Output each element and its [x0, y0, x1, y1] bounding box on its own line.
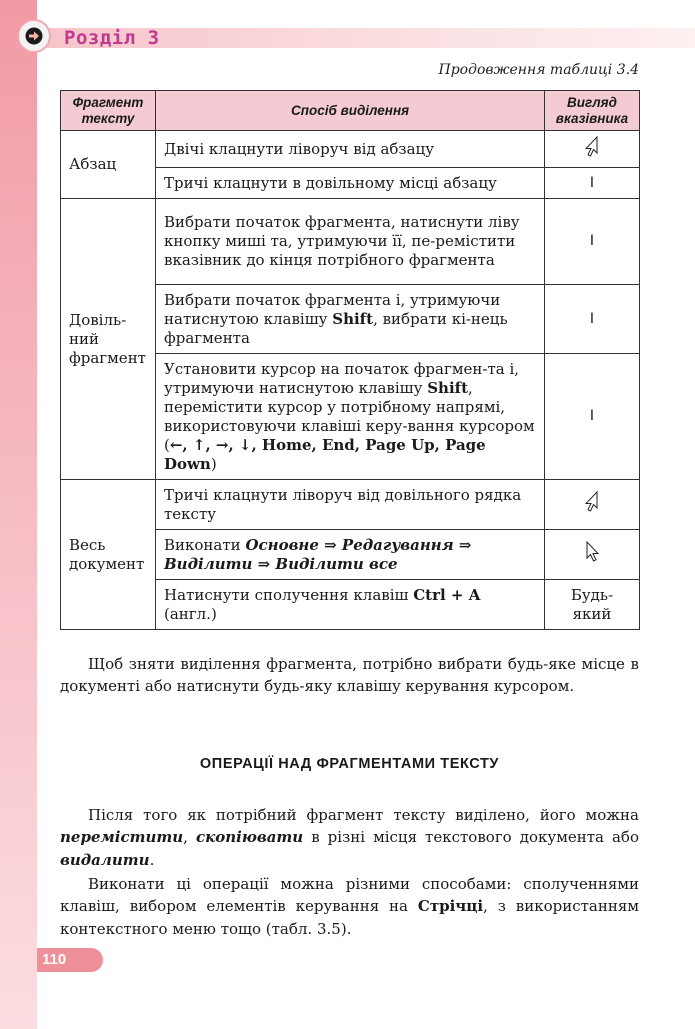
left-arrow-pointer-icon [585, 541, 599, 563]
pointer-cell [545, 530, 640, 580]
method-cell: Натиснути сполучення клавіш Ctrl + A (англ.) [156, 580, 545, 630]
pointer-cell [545, 480, 640, 530]
section-marker [17, 19, 51, 53]
table-continuation-caption: Продовження таблиці 3.4 [438, 62, 639, 78]
fragment-cell: Весь документ [61, 480, 156, 630]
method-cell: Установити курсор на початок фрагмен-та і, утримуючи натиснутою клавішу Shift, перемістити курсор у потрібному напрямі, використовуючи клавіші керу-вання курсором (←, ↑, →, ↓, Home, End, Page Up, Page Down) [156, 354, 545, 480]
right-arrow-pointer-icon [585, 136, 599, 158]
pointer-cell: I [545, 285, 640, 354]
method-cell: Тричі клацнути ліворуч від довільного рядка тексту [156, 480, 545, 530]
page-number: 110 [42, 951, 67, 968]
arrow-right-icon [25, 27, 43, 45]
section-title: Розділ 3 [64, 27, 160, 49]
method-cell: Вибрати початок фрагмента і, утримуючи натиснутою клавішу Shift, вибрати кі-нець фрагмента [156, 285, 545, 354]
left-margin-band [0, 0, 37, 1029]
table-row [61, 480, 640, 530]
right-arrow-pointer-icon [585, 491, 599, 513]
header-fragment: Фрагмент тексту [61, 91, 156, 131]
table-row [61, 131, 640, 168]
section-heading: ОПЕРАЦІЇ НАД ФРАГМЕНТАМИ ТЕКСТУ [199, 756, 500, 772]
method-cell: Тричі клацнути в довільному місці абзацу [156, 168, 545, 199]
selection-methods-table [60, 90, 640, 630]
table-header-row [61, 91, 640, 131]
table-row [61, 199, 640, 285]
pointer-cell: Будь-який [545, 580, 640, 630]
header-method: Спосіб виділення [156, 91, 545, 131]
pointer-cell: I [545, 168, 640, 199]
pointer-cell: I [545, 199, 640, 285]
header-pointer: Вигляд вказівника [545, 91, 640, 131]
fragment-cell: Довіль- ний фрагмент [61, 199, 156, 480]
pointer-cell [545, 131, 640, 168]
method-cell: Виконати Основне ⇒ Редагування ⇒ Виділити ⇒ Виділити все [156, 530, 545, 580]
paragraph-methods: Виконати ці операції можна різними способами: сполученнями клавіш, вибором елементів керування на Стрічці, з використанням контекстного меню тощо (табл. 3.5). [60, 875, 639, 938]
paragraph-operations: Після того як потрібний фрагмент тексту виділено, його можна перемістити, скопіювати в різні місця текстового документа або видалити. [60, 806, 639, 869]
method-cell: Вибрати початок фрагмента, натиснути ліву кнопку миші та, утримуючи її, пе-ремістити вказівник до кінця потрібного фрагмента [156, 199, 545, 285]
paragraph-deselect: Щоб зняти виділення фрагмента, потрібно вибрати будь-яке місце в документі або натиснути будь-яку клавішу керування курсором. [60, 655, 639, 696]
fragment-cell: Абзац [61, 131, 156, 199]
pointer-cell: I [545, 354, 640, 480]
method-cell: Двічі клацнути ліворуч від абзацу [156, 131, 545, 168]
